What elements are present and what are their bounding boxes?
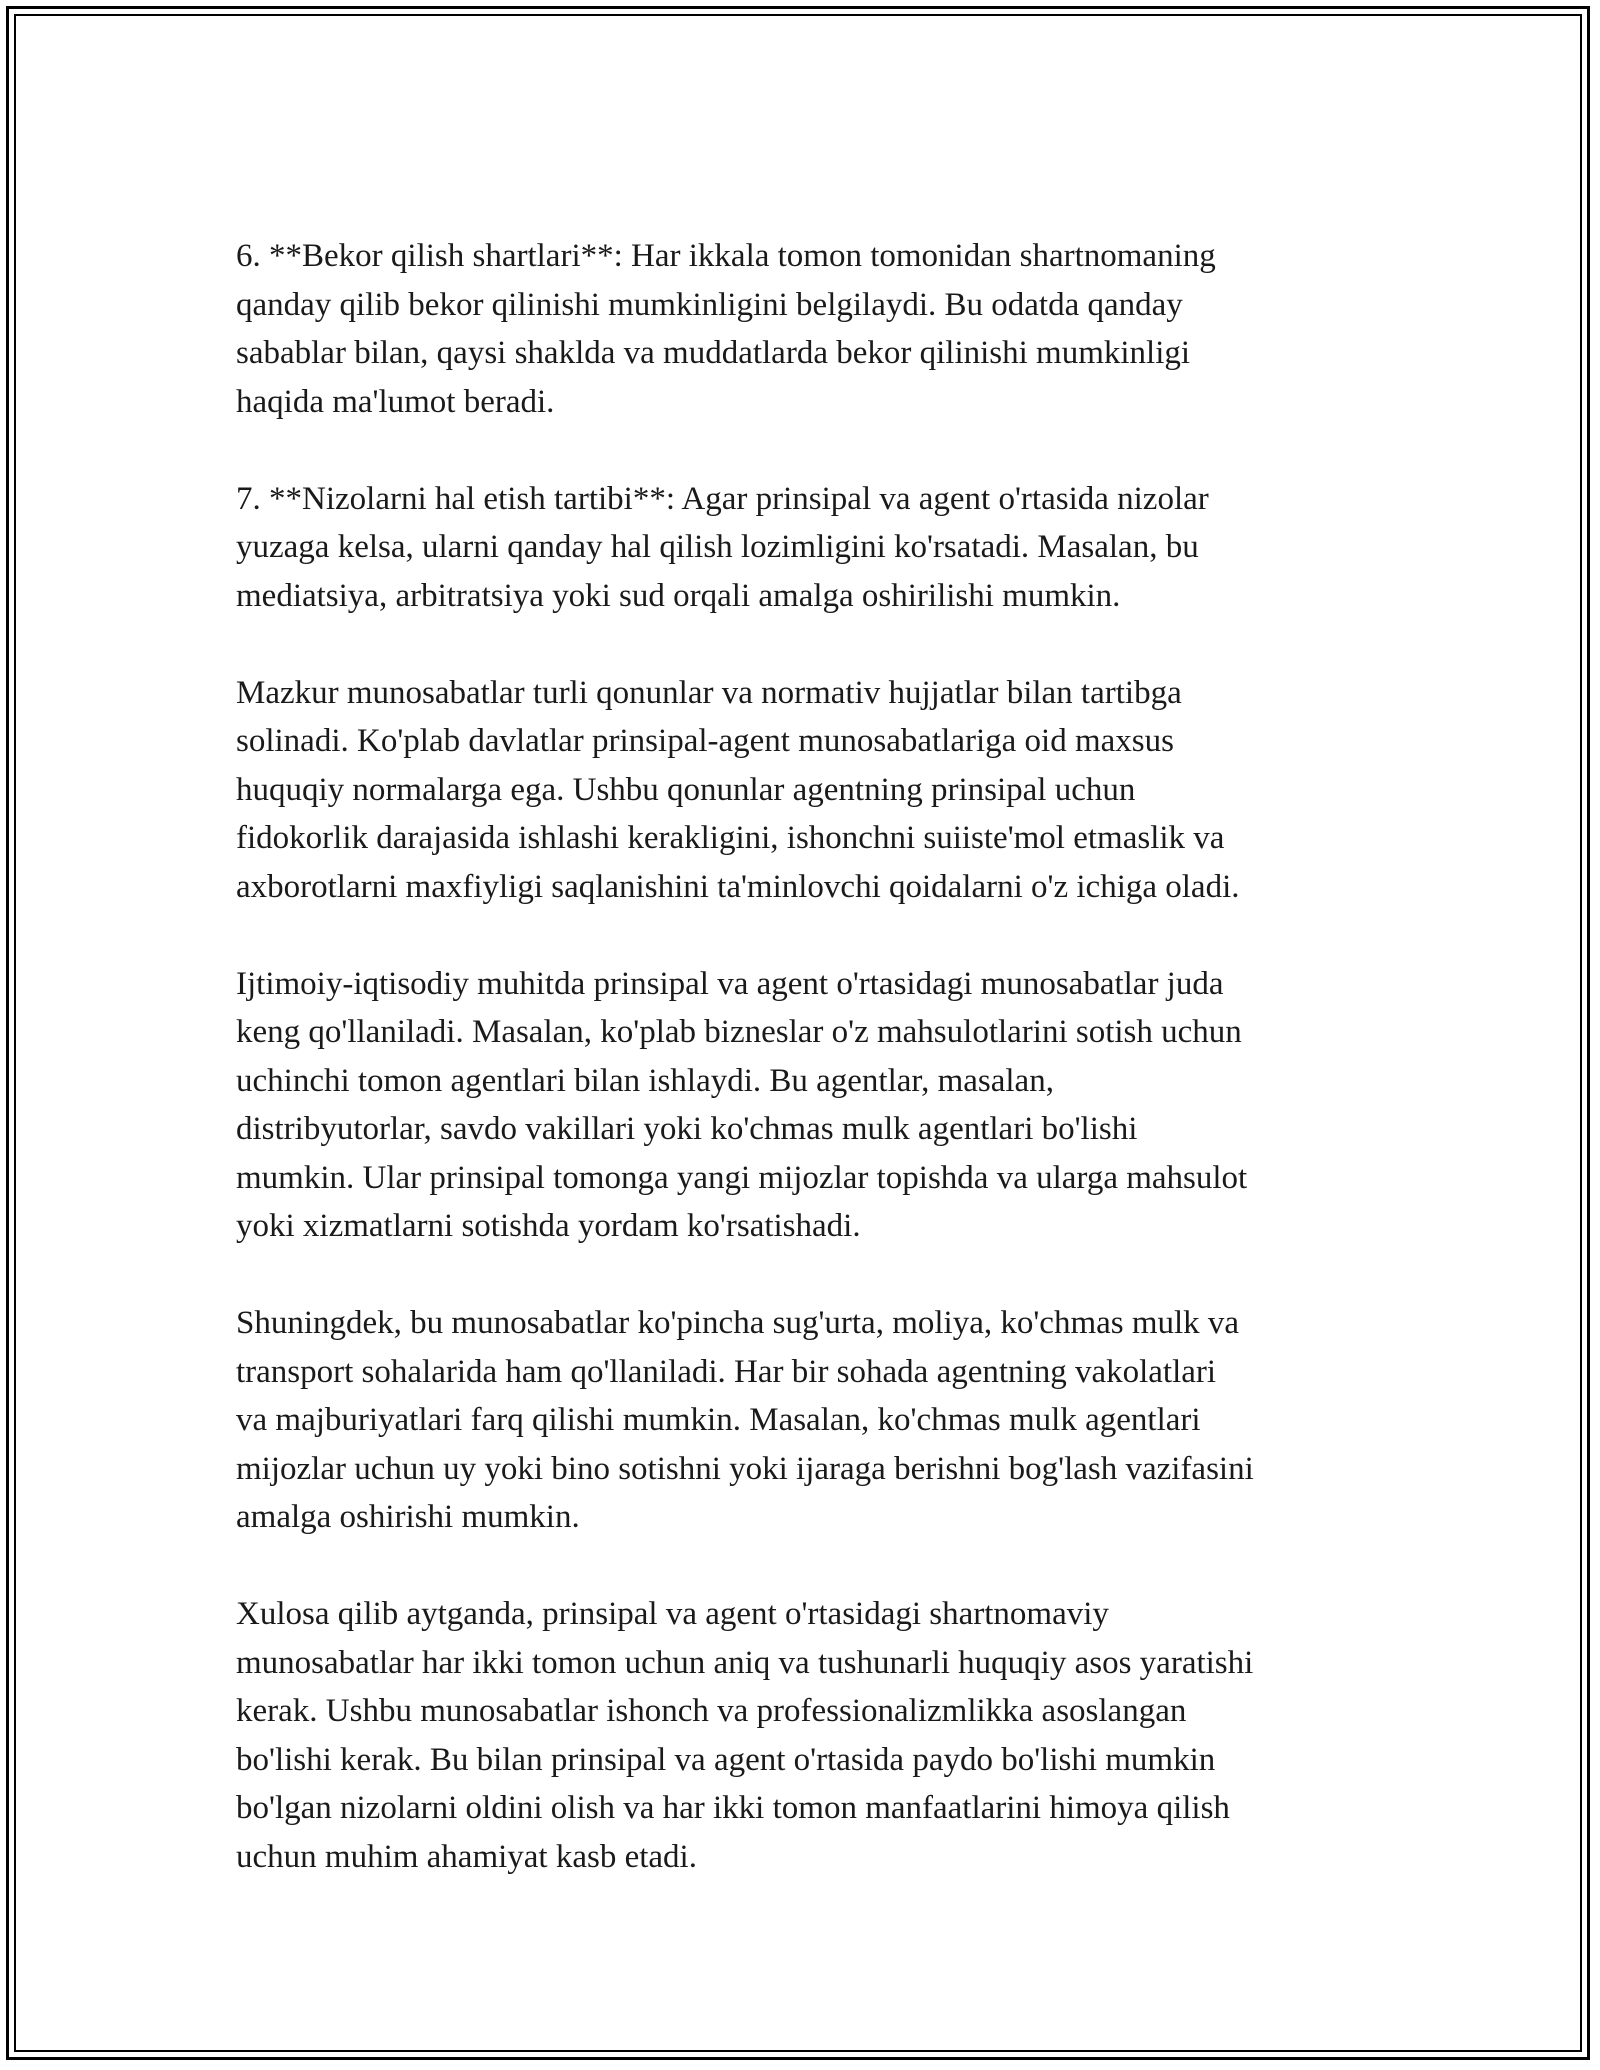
paragraph-socio-economic-usage: Ijtimoiy-iqtisodiy muhitda prinsipal va agent o'rtasidagi munosabatlar juda keng qo'llaniladi. Masalan, ko'plab bizneslar o'z mahsulotlarini sotish uchun uchinchi tomon agentlari bilan ishlaydi. Bu agentlar, masalan, distribyutorlar, savdo vakillari yoki ko'chmas mulk agentlari bo'lishi mumkin. Ular prinsipal tomonga yangi mijozlar topishda va ularga mahsulot yoki xizmatlarni sotishda yordam ko'rsatishadi. bbox=[236, 965, 1248, 1244]
paragraph-conclusion: Xulosa qilib aytganda, prinsipal va agent o'rtasidagi shartnomaviy munosabatlar har ikki tomon uchun aniq va tushunarli huquqiy asos yaratishi kerak. Ushbu munosabatlar ishonch va professionalizmlikka asoslangan bo'lishi kerak. Bu bilan prinsipal va agent o'rtasida paydo bo'lishi mumkin bo'lgan nizolarni oldini olish va har ikki tomon manfaatlarini himoya qilish uchun muhim ahamiyat kasb etadi. bbox=[236, 1596, 1254, 1875]
paragraph-legal-regulation: Mazkur munosabatlar turli qonunlar va normativ hujjatlar bilan tartibga solinadi. Ko'plab davlatlar prinsipal-agent munosabatlariga oid maxsus huquqiy normalarga ega. Ushbu qonunlar agentning prinsipal uchun fidokorlik darajasida ishlashi kerakligini, ishonchni suiiste'mol etmaslik va axborotlarni maxfiyligi saqlanishini ta'minlovchi qoidalarni o'z ichiga oladi. bbox=[236, 674, 1240, 905]
paragraph-termination-conditions: 6. **Bekor qilish shartlari**: Har ikkala tomon tomonidan shartnomaning qanday qilib bekor qilinishi mumkinligini belgilaydi. Bu odatda qanday sabablar bilan, qaysi shaklda va muddatlarda bekor qilinishi mumkinligi haqida ma'lumot beradi. bbox=[236, 238, 1216, 420]
document-body bbox=[236, 232, 1386, 1881]
paragraph-industry-usage: Shuningdek, bu munosabatlar ko'pincha sug'urta, moliya, ko'chmas mulk va transport sohalarida ham qo'llaniladi. Har bir sohada agentning vakolatlari va majburiyatlari farq qilishi mumkin. Masalan, ko'chmas mulk agentlari mijozlar uchun uy yoki bino sotishni yoki ijaraga berishni bog'lash vazifasini amalga oshirishi mumkin. bbox=[236, 1305, 1254, 1535]
paragraph-dispute-resolution: 7. **Nizolarni hal etish tartibi**: Agar prinsipal va agent o'rtasida nizolar yuzaga kelsa, ularni qanday hal qilish lozimligini ko'rsatadi. Masalan, bu mediatsiya, arbitratsiya yoki sud orqali amalga oshirilishi mumkin. bbox=[236, 480, 1209, 614]
